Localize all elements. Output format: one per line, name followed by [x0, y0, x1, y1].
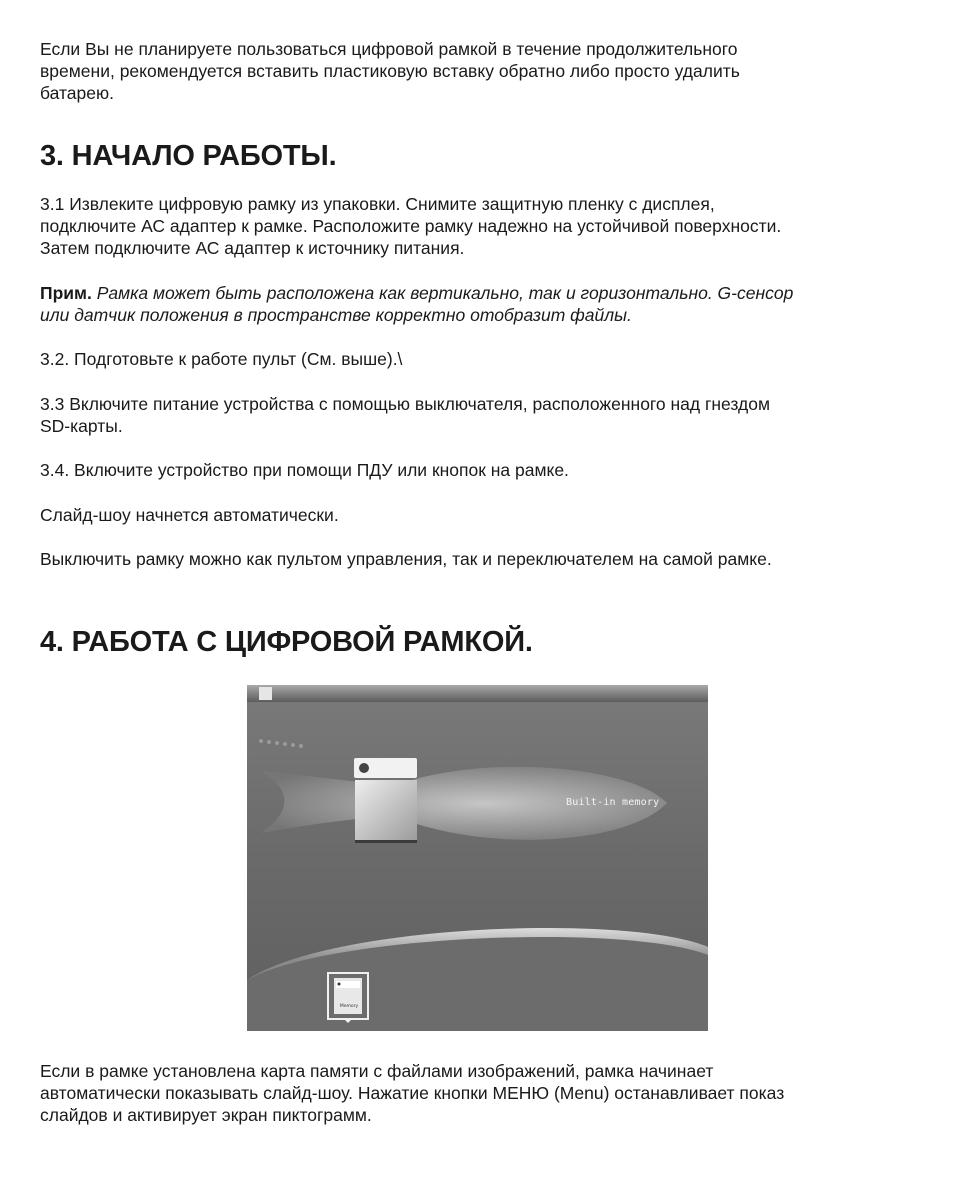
after-line-2: автоматически показывать слайд-шоу. Нажатие кнопки МЕНЮ (Menu) останавливает показ — [40, 1083, 785, 1103]
intro-line-2: времени, рекомендуется вставить пластиковую вставку обратно либо просто удалить — [40, 61, 740, 81]
section-4-heading: 4. РАБОТА С ЦИФРОВОЙ РАМКОЙ. — [40, 626, 533, 658]
after-line-1: Если в рамке установлена карта памяти с файлами изображений, рамка начинает — [40, 1061, 714, 1081]
frame-menu-screenshot — [247, 685, 708, 1031]
note-line-2: или датчик положения в пространстве корректно отобразит файлы. — [40, 305, 632, 325]
p34: 3.4. Включите устройство при помощи ПДУ или кнопок на рамке. — [40, 460, 569, 480]
section-3-heading: 3. НАЧАЛО РАБОТЫ. — [40, 140, 337, 172]
p33-line-2: SD-карты. — [40, 416, 123, 436]
p31-line-3: Затем подключите АС адаптер к источнику питания. — [40, 238, 465, 258]
intro-line-3: батарею. — [40, 83, 114, 103]
screen-top-bar — [247, 685, 708, 702]
p31-line-1: 3.1 Извлеките цифровую рамку из упаковки. Снимите защитную пленку с дисплея, — [40, 194, 715, 214]
note-line-1 — [40, 282, 914, 304]
p32: 3.2. Подготовьте к работе пульт (См. выше).\ — [40, 349, 403, 369]
note-label: Прим. — [40, 283, 92, 303]
power-off-text: Выключить рамку можно как пультом управления, так и переключателем на самой рамке. — [40, 549, 772, 569]
memory-card-icon — [354, 758, 417, 843]
top-bar-card-icon — [259, 687, 272, 700]
intro-line-1: Если Вы не планируете пользоваться цифровой рамкой в течение продолжительного — [40, 39, 738, 59]
after-line-3: слайдов и активирует экран пиктограмм. — [40, 1105, 372, 1125]
p33-line-1: 3.3 Включите питание устройства с помощью выключателя, расположенного над гнездом — [40, 394, 771, 414]
p31-line-2: подключите АС адаптер к рамке. Расположите рамку надежно на устойчивой поверхности. — [40, 216, 782, 236]
built-in-memory-label: Built-in memory — [566, 797, 660, 808]
slideshow-text: Слайд-шоу начнется автоматически. — [40, 505, 339, 525]
note-text-1: Рамка может быть расположена как вертикально, так и горизонтально. G-сенсор — [96, 283, 794, 303]
screen-graphic — [247, 685, 708, 1031]
memory-thumb-label: Memory — [339, 1004, 359, 1009]
